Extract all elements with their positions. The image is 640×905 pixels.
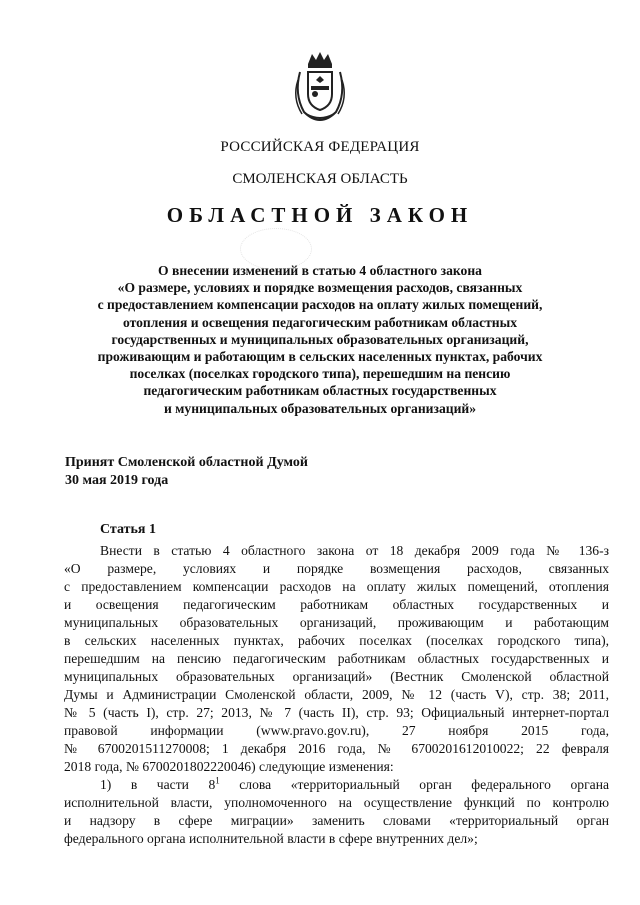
adopted-by: Принят Смоленской областной Думой [65,455,308,470]
title-line: «О размере, условиях и порядке возмещения расходов, связанных [117,280,523,296]
article-line: в сельских населенных пунктах, рабочих поселках (поселках городского типа), [64,633,609,648]
item-1-superscript: 1 [215,775,220,786]
item-1-line: и надзору в сфере миграции» заменить словами «территориальный орган [64,813,609,828]
item-1-first-line-rest: слова «территориальный орган федерального органа [219,777,610,792]
item-1-prefix: 1) в части 8 [100,777,216,792]
article-line: муниципальных образовательных организаций» (Вестник Смоленской областной [64,669,609,684]
title-line: поселках (поселках городского типа), перешедшим на пенсию [129,366,511,382]
law-title [0,262,640,417]
country-name: РОССИЙСКАЯ ФЕДЕРАЦИЯ [220,139,420,155]
article-line: муниципальных образовательных организаций, проживающим и работающим [64,615,609,630]
article-line: Внести в статью 4 областного закона от 18 декабря 2009 года № 136-з [100,543,609,558]
article-line: № 6700201511270008; 1 декабря 2016 года, № 6700201612010022; 22 февраля [64,741,609,756]
item-1-first-line [64,776,609,794]
title-line: О внесении изменений в статью 4 областного закона [158,263,482,278]
article-line: и освещения педагогическим работникам областных государственных и [64,597,609,612]
article-body [64,542,609,848]
region-name: СМОЛЕНСКАЯ ОБЛАСТЬ [232,171,408,187]
article-line: перешедшим на пенсию педагогическим работникам областных государственных и [64,651,609,666]
article-line: 2018 года, № 6700201802220046) следующие изменения: [64,759,394,774]
article-line: правовой информации (www.pravo.gov.ru), 27 ноября 2015 года, [64,723,609,738]
article-line: Думы и Администрации Смоленской области, 2009, № 12 (часть V), стр. 38; 2011, [64,687,609,702]
title-line: и муниципальных образовательных организаций» [163,400,477,416]
title-line: отопления и освещения педагогическим работникам областных [122,314,518,330]
coat-of-arms-icon [290,50,350,122]
adoption-date: 30 мая 2019 года [65,473,169,488]
article-heading: Статья 1 [100,522,156,537]
title-line: с предоставлением компенсации расходов на оплату жилых помещений, [97,297,543,313]
article-line: № 5 (часть I), стр. 27; 2013, № 7 (часть II), стр. 93; Официальный интернет-портал [64,705,609,720]
adoption-block [65,454,308,490]
title-line: педагогическим работникам областных государственных [143,383,497,399]
article-line: «О размере, условиях и порядке возмещения расходов, связанных [64,561,609,576]
article-line: с предоставлением компенсации расходов на оплату жилых помещений, отопления [64,579,609,594]
title-line: государственных и муниципальных образовательных организаций, [111,331,529,347]
item-1-line: исполнительной власти, уполномоченного на осуществление функций по контролю [64,795,609,810]
item-1-line: федерального органа исполнительной власти в сфере внутренних дел»; [64,831,478,846]
document-type: ОБЛАСТНОЙ ЗАКОН [166,203,474,227]
title-line: проживающим и работающим в сельских населенных пунктах, рабочих [97,349,543,365]
